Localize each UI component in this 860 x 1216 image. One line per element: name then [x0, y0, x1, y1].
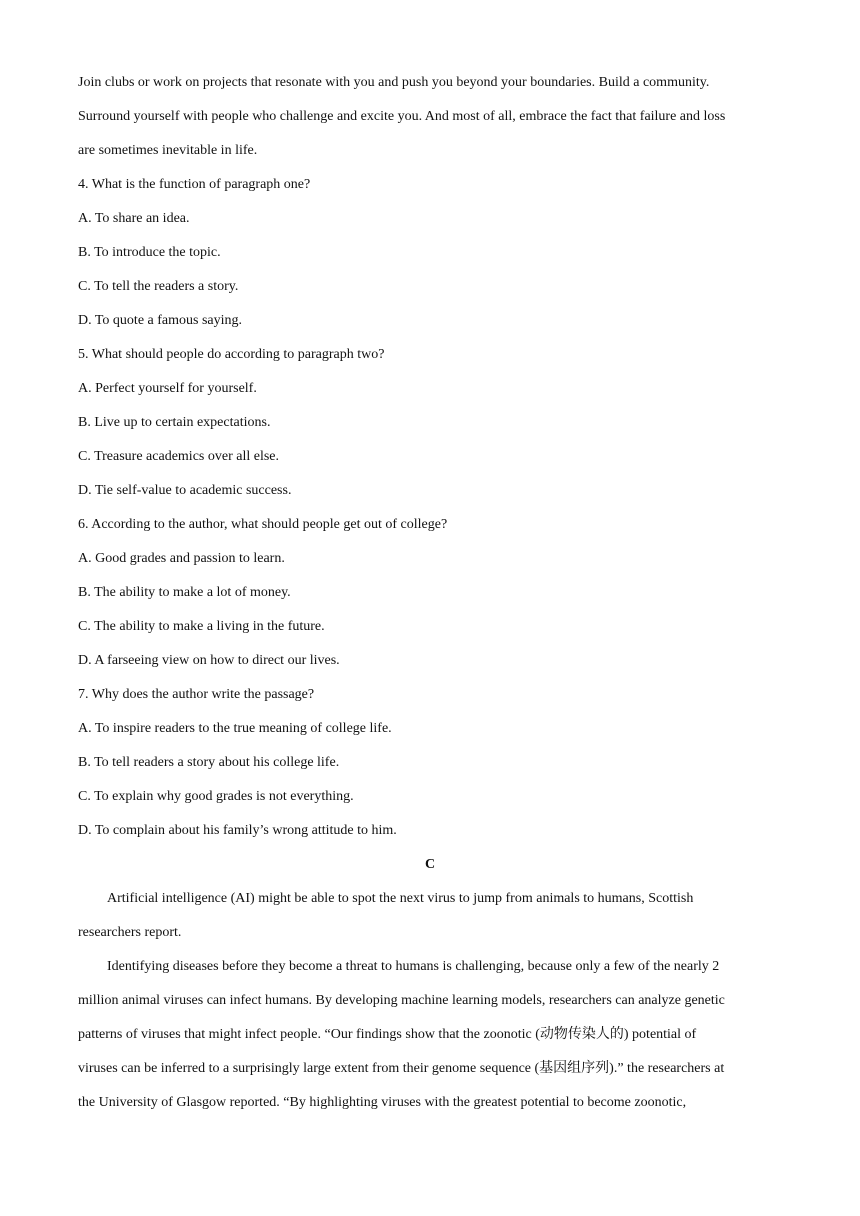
option-a: A. To share an idea.	[78, 211, 190, 226]
option-d: D. Tie self-value to academic success.	[78, 483, 292, 498]
question-4	[78, 168, 782, 338]
paragraph-line: patterns of viruses that might infect people. “Our findings show that the zoonotic (动物传染人的) potential of	[78, 1027, 697, 1042]
intro-line: are sometimes inevitable in life.	[78, 143, 258, 158]
intro-paragraph	[78, 66, 782, 168]
paragraph-line: Identifying diseases before they become a threat to humans is challenging, because only a few of the nearly 2	[107, 959, 720, 974]
option-c: C. To explain why good grades is not everything.	[78, 789, 354, 804]
option-b: B. To tell readers a story about his college life.	[78, 755, 340, 770]
paragraph-line: million animal viruses can infect humans. By developing machine learning models, researchers can analyze genetic	[78, 993, 725, 1008]
section-c-paragraph-1	[78, 882, 782, 950]
option-d: D. To quote a famous saying.	[78, 313, 243, 328]
option-c: C. To tell the readers a story.	[78, 279, 239, 294]
option-b: B. Live up to certain expectations.	[78, 415, 271, 430]
option-c: C. The ability to make a living in the future.	[78, 619, 325, 634]
option-b: B. To introduce the topic.	[78, 245, 221, 260]
question-stem: 6. According to the author, what should people get out of college?	[78, 517, 448, 532]
question-stem: 7. Why does the author write the passage?	[78, 687, 315, 702]
document-page	[78, 66, 782, 1120]
section-heading: C	[424, 857, 436, 872]
paragraph-line: Artificial intelligence (AI) might be able to spot the next virus to jump from animals to humans, Scottish	[107, 891, 694, 906]
question-6	[78, 508, 782, 678]
question-stem: 4. What is the function of paragraph one?	[78, 177, 311, 192]
option-b: B. The ability to make a lot of money.	[78, 585, 291, 600]
intro-line: Join clubs or work on projects that resonate with you and push you beyond your boundaries. Build a community.	[78, 75, 710, 90]
option-c: C. Treasure academics over all else.	[78, 449, 279, 464]
option-a: A. To inspire readers to the true meaning of college life.	[78, 721, 392, 736]
section-c-paragraph-2	[78, 950, 782, 1120]
paragraph-line: researchers report.	[78, 925, 182, 940]
option-d: D. To complain about his family’s wrong attitude to him.	[78, 823, 397, 838]
option-a: A. Good grades and passion to learn.	[78, 551, 285, 566]
question-7	[78, 678, 782, 848]
option-a: A. Perfect yourself for yourself.	[78, 381, 257, 396]
question-5	[78, 338, 782, 508]
question-stem: 5. What should people do according to paragraph two?	[78, 347, 385, 362]
option-d: D. A farseeing view on how to direct our lives.	[78, 653, 340, 668]
intro-line: Surround yourself with people who challenge and excite you. And most of all, embrace the fact that failure and loss	[78, 109, 726, 124]
paragraph-line: viruses can be inferred to a surprisingly large extent from their genome sequence (基因组序列).” the researchers at	[78, 1061, 725, 1076]
paragraph-line: the University of Glasgow reported. “By highlighting viruses with the greatest potential to become zoonotic,	[78, 1095, 687, 1110]
